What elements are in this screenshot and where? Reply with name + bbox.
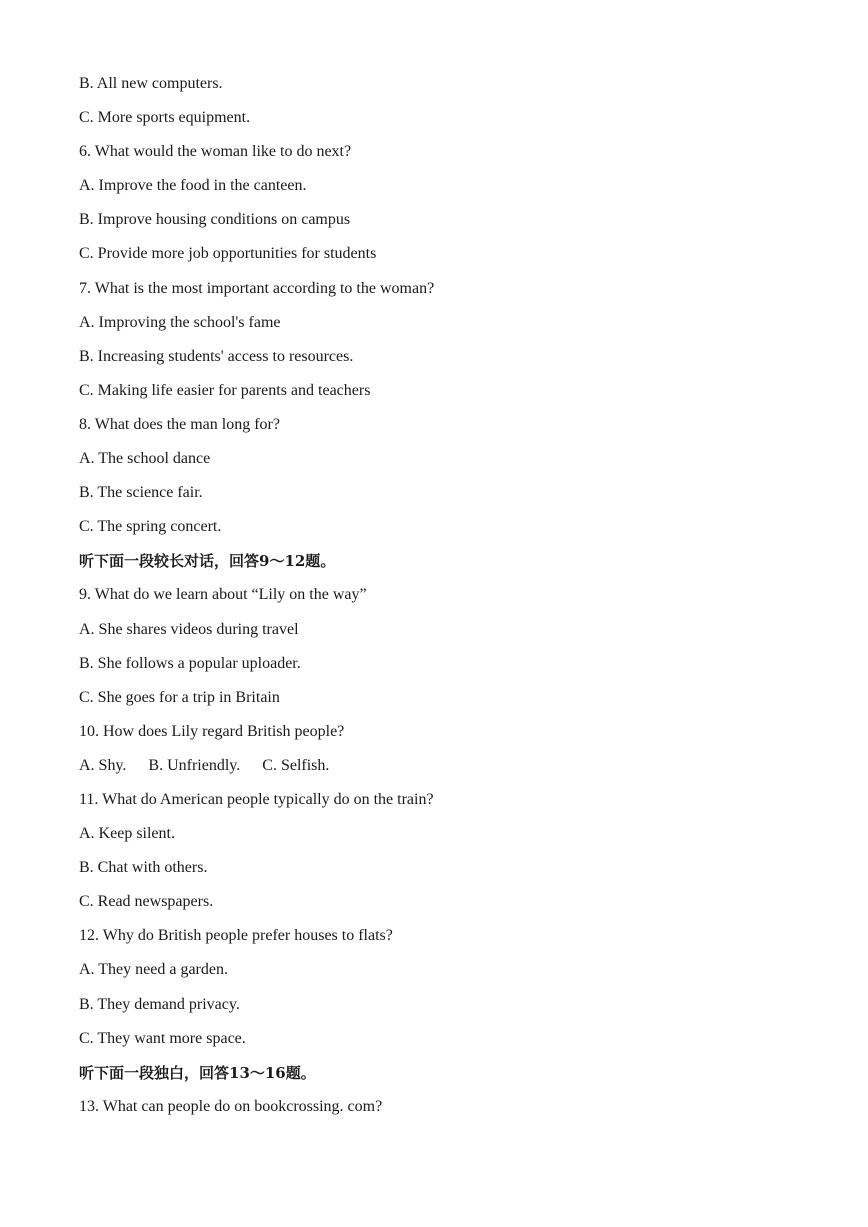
- section-heading: 听下面一段独白，回答13～16题。: [79, 1063, 316, 1082]
- option-line: A. She shares videos during travel: [79, 620, 299, 638]
- option-line: B. Increasing students' access to resources.: [79, 347, 354, 365]
- question-line: 11. What do American people typically do on the train?: [79, 790, 434, 808]
- option-a: A. Shy.: [79, 756, 127, 774]
- option-line: A. Improve the food in the canteen.: [79, 177, 307, 195]
- question-line: 7. What is the most important according to the woman?: [79, 279, 435, 297]
- question-line: 10. How does Lily regard British people?: [79, 722, 345, 740]
- option-line: B. All new computers.: [79, 75, 223, 92]
- inline-options-line: [79, 754, 839, 788]
- option-line: A. They need a garden.: [79, 961, 228, 979]
- option-line: C. More sports equipment.: [79, 109, 251, 127]
- option-line: A. The school dance: [79, 450, 211, 468]
- option-b: B. Unfriendly.: [148, 756, 241, 774]
- option-line: C. Provide more job opportunities for students: [79, 245, 377, 263]
- question-line: 6. What would the woman like to do next?: [79, 143, 352, 161]
- option-line: B. She follows a popular uploader.: [79, 654, 301, 672]
- question-line: 8. What does the man long for?: [79, 415, 280, 433]
- option-line: C. She goes for a trip in Britain: [79, 688, 280, 706]
- question-line: 13. What can people do on bookcrossing. com?: [79, 1097, 383, 1115]
- option-line: C. Making life easier for parents and teachers: [79, 381, 371, 399]
- option-line: A. Improving the school's fame: [79, 313, 281, 331]
- option-line: B. Chat with others.: [79, 859, 208, 877]
- option-line: C. Read newspapers.: [79, 893, 214, 911]
- option-c: C. Selfish.: [262, 756, 330, 774]
- document-page: [79, 72, 839, 1129]
- option-line: A. Keep silent.: [79, 825, 175, 843]
- question-line: 12. Why do British people prefer houses to flats?: [79, 927, 393, 945]
- section-heading: 听下面一段较长对话，回答9～12题。: [79, 552, 336, 571]
- option-line: C. They want more space.: [79, 1029, 246, 1047]
- question-line: 9. What do we learn about “Lily on the way”: [79, 586, 367, 604]
- option-line: B. They demand privacy.: [79, 995, 240, 1013]
- option-line: C. The spring concert.: [79, 518, 222, 536]
- option-line: B. Improve housing conditions on campus: [79, 211, 351, 229]
- option-line: B. The science fair.: [79, 484, 203, 502]
